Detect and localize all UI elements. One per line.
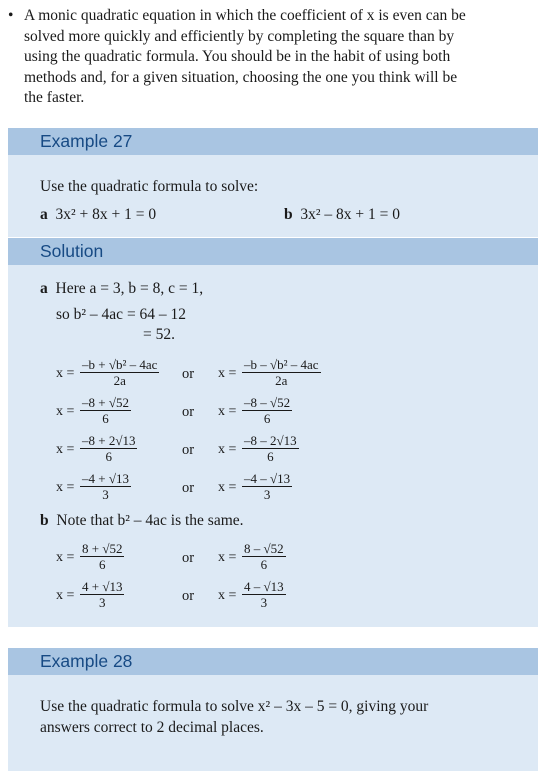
solution-a-line-1: a Here a = 3, b = 8, c = 1, — [40, 280, 204, 297]
solution-a-line-3: = 52. — [143, 326, 175, 343]
or-label: or — [182, 442, 195, 458]
or-label: or — [182, 480, 195, 496]
denominator-left: 3 — [98, 595, 106, 610]
x-equals-left: x = — [56, 404, 75, 419]
intro-line-1: A monic quadratic equation in which the coefficient of x is even can be — [24, 7, 466, 24]
fraction-left — [80, 433, 137, 465]
solution-heading: Solution — [8, 238, 538, 265]
example-28-panel — [8, 648, 538, 771]
or-label: or — [182, 404, 195, 420]
intro-line-5: the faster. — [24, 89, 85, 106]
solution-panel — [8, 238, 538, 627]
numerator-left: –8 + 2√13 — [82, 433, 136, 448]
denominator-left: 2a — [113, 373, 126, 388]
fraction-left — [80, 579, 124, 611]
fraction-left — [80, 395, 131, 427]
example-27-part-a: a 3x² + 8x + 1 = 0 — [40, 206, 157, 223]
intro-line-2: solved more quickly and efficiently by completing the square than by — [24, 27, 455, 45]
denominator-right: 6 — [260, 557, 268, 572]
example-28-line-1: Use the quadratic formula to solve x² – 3x – 5 = 0, giving your — [40, 698, 429, 715]
denominator-left: 6 — [98, 557, 106, 572]
numerator-left: 4 + √13 — [82, 579, 123, 594]
or-label: or — [182, 366, 195, 382]
intro-line-4: methods and, for a given situation, choosing the one you think will be — [24, 68, 458, 86]
numerator-left: 8 + √52 — [82, 541, 123, 556]
denominator-left: 3 — [102, 487, 109, 502]
fraction-right — [242, 395, 292, 427]
solution-body — [8, 265, 538, 627]
denominator-right: 6 — [263, 411, 271, 426]
example-28-heading: Example 28 — [8, 648, 538, 675]
bullet-icon: • — [8, 7, 14, 24]
numerator-left: –8 + √52 — [82, 395, 129, 410]
x-equals-left: x = — [56, 550, 75, 565]
numerator-right: 8 – √52 — [244, 541, 284, 556]
numerator-right: –4 – √13 — [244, 471, 291, 486]
numerator-right: –8 – √52 — [244, 395, 291, 410]
example-27-heading: Example 27 — [8, 128, 538, 155]
numerator-left: –b + √b² – 4ac — [82, 357, 158, 372]
numerator-right: –b – √b² – 4ac — [244, 357, 319, 372]
solution-a-line-2: so b² – 4ac = 64 – 12 — [56, 306, 187, 323]
fraction-left — [80, 357, 159, 389]
example-27-panel — [8, 128, 538, 237]
fraction-right — [242, 541, 286, 573]
fraction-left — [80, 541, 124, 573]
denominator-right: 2a — [275, 373, 288, 388]
x-equals-left: x = — [56, 480, 75, 495]
denominator-left: 6 — [105, 449, 112, 464]
x-equals-right: x = — [218, 442, 237, 457]
x-equals-left: x = — [56, 442, 75, 457]
x-equals-right: x = — [218, 366, 237, 381]
example-27-prompt: Use the quadratic formula to solve: — [40, 178, 259, 195]
x-equals-right: x = — [218, 404, 237, 419]
example-28-body — [8, 675, 538, 771]
x-equals-left: x = — [56, 366, 75, 381]
or-label: or — [182, 588, 195, 604]
intro-paragraph — [8, 6, 538, 109]
fraction-left — [80, 471, 131, 503]
intro-line-3: using the quadratic formula. You should be in the habit of using both — [24, 48, 451, 65]
example-27-body — [8, 155, 538, 237]
solution-b-line: b Note that b² – 4ac is the same. — [40, 512, 244, 529]
denominator-right: 6 — [267, 449, 274, 464]
denominator-right: 3 — [260, 595, 268, 610]
x-equals-right: x = — [218, 588, 237, 603]
example-28-line-2: answers correct to 2 decimal places. — [40, 719, 264, 736]
numerator-left: –4 + √13 — [82, 471, 129, 486]
x-equals-right: x = — [218, 550, 237, 565]
fraction-right — [242, 433, 299, 465]
example-27-part-b: b 3x² – 8x + 1 = 0 — [284, 206, 401, 223]
fraction-right — [242, 471, 292, 503]
denominator-left: 6 — [102, 411, 109, 426]
fraction-right — [242, 357, 321, 389]
x-equals-left: x = — [56, 588, 75, 603]
denominator-right: 3 — [263, 487, 271, 502]
or-label: or — [182, 550, 195, 566]
numerator-right: 4 – √13 — [244, 579, 284, 594]
x-equals-right: x = — [218, 480, 237, 495]
fraction-right — [242, 579, 286, 611]
numerator-right: –8 – 2√13 — [244, 433, 297, 448]
